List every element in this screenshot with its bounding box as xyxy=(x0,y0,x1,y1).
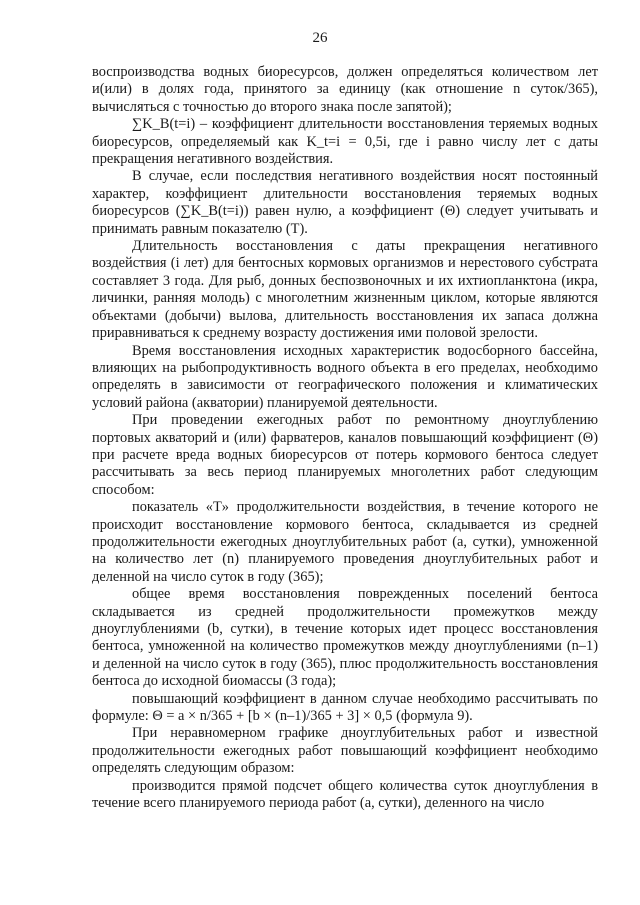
paragraph-3: В случае, если последствия негативного воздействия носят постоянный характер, коэффициент длительности восстановления теряемых водных биоресурсов (∑K_B(t=i)) равен нулю, а коэффициент (Θ) следует учитывать и принимать равным показателю (T). xyxy=(92,168,598,237)
paragraph-2: ∑K_B(t=i) – коэффициент длительности восстановления теряемых водных биоресурсов, определяемый как K_t=i = 0,5i, где i равно числу лет с даты прекращения негативного воздействия. xyxy=(92,116,598,168)
paragraph-7: показатель «T» продолжительности воздействия, в течение которого не происходит восстановление кормового бентоса, складывается из средней продолжительности ежегодных дноуглубительных работ (a, сутки), умноженной на количество лет (n) планируемого проведения дноуглубительных работ и деленной на число суток в году (365); xyxy=(92,499,598,585)
paragraph-1: воспроизводства водных биоресурсов, должен определяться количеством лет и(или) в долях года, принятого за единицу (как отношение n суток/365), вычисляться с точностью до второго знака после запятой); xyxy=(92,64,598,115)
paragraph-9: повышающий коэффициент в данном случае необходимо рассчитывать по формуле: Θ = a × n/365 + [b × (n–1)/365 + 3] × 0,5 (формула 9). xyxy=(92,690,598,725)
document-body xyxy=(92,64,598,812)
page-number: 26 xyxy=(312,30,328,46)
paragraph-6: При проведении ежегодных работ по ремонтному дноуглублению портовых акваторий и (или) фарватеров, каналов повышающий коэффициент (Θ) при расчете вреда водных биоресурсов от потерь кормового бентоса следует рассчитывать за весь период планируемых многолетних работ следующим способом: xyxy=(92,412,598,498)
paragraph-11: производится прямой подсчет общего количества суток дноуглубления в течение всего планируемого периода работ (a, сутки), деленного на число xyxy=(92,777,598,812)
paragraph-5: Время восстановления исходных характеристик водосборного бассейна, влияющих на рыбопродуктивность водного объекта в его пределах, необходимо определять в зависимости от географического положения и климатических условий района (акватории) планируемой деятельности. xyxy=(92,342,598,411)
paragraph-4: Длительность восстановления с даты прекращения негативного воздействия (i лет) для бентосных кормовых организмов и нерестового субстрата составляет 3 года. Для рыб, донных беспозвоночных и их ихтиопланктона (икра, личинки, ранняя молодь) с многолетним жизненным циклом, которые являются объектами (добычи) вылова, длительность восстановления их запаса должна приравниваться к среднему возрасту достижения ими половой зрелости. xyxy=(92,238,598,342)
paragraph-10: При неравномерном графике дноуглубительных работ и известной продолжительности ежегодных работ повышающий коэффициент необходимо определять следующим образом: xyxy=(92,725,598,777)
paragraph-8: общее время восстановления поврежденных поселений бентоса складывается из средней продолжительности промежутков между дноуглублениями (b, сутки), в течение которых идет процесс восстановления бентоса, умноженной на количество промежутков между дноуглублениями (n–1) и деленной на число суток в году (365), плюс продолжительность восстановления бентоса до исходной биомассы (3 года); xyxy=(92,586,598,690)
